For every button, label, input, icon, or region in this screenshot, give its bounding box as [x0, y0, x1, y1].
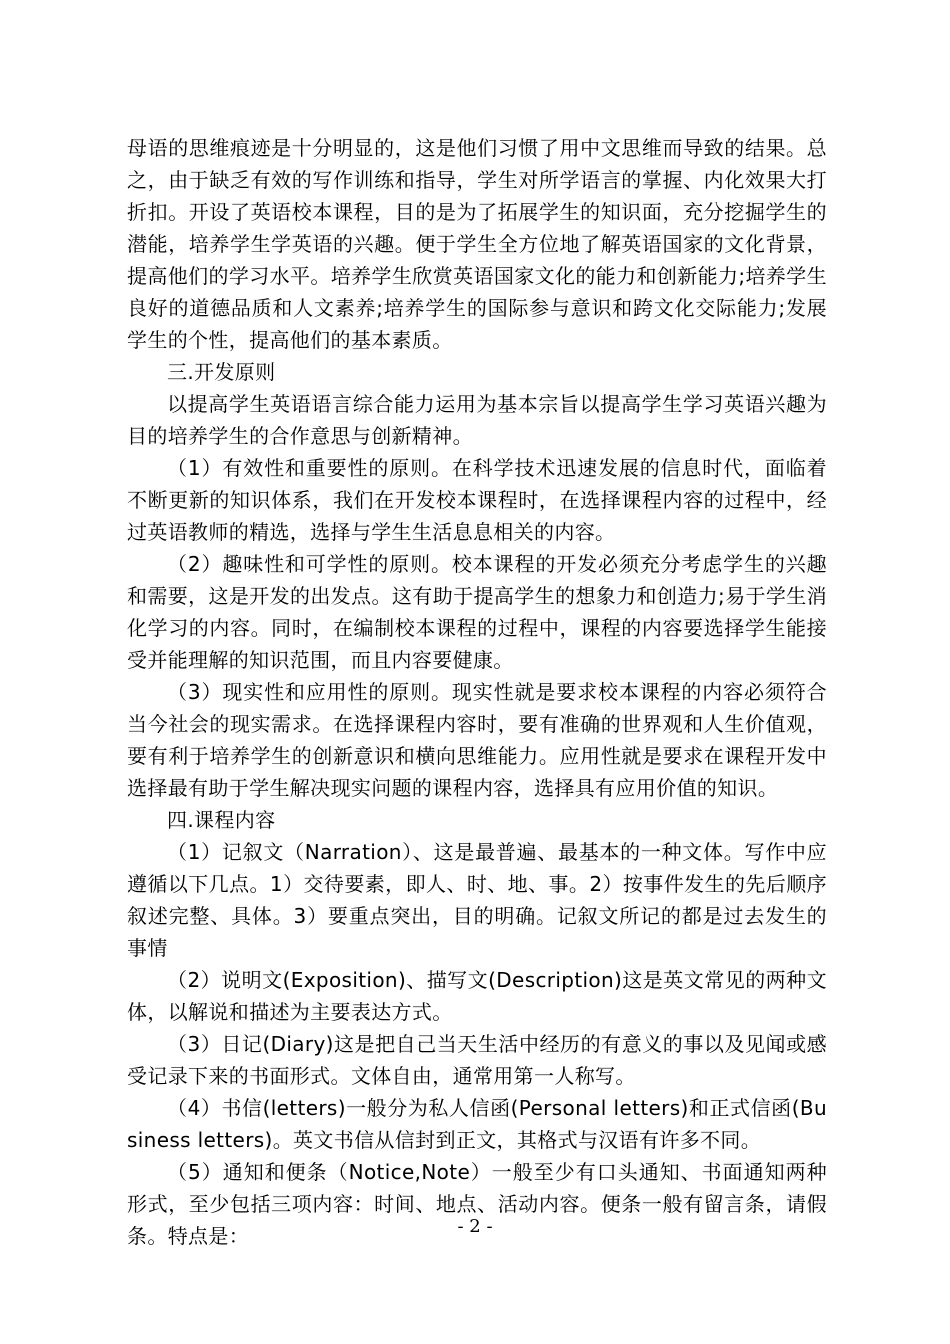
- paragraph-principle-2: （2）趣味性和可学性的原则。校本课程的开发必须充分考虑学生的兴趣和需要，这是开发的出发点。这有助于提高学生的想象力和创造力;易于学生消化学习的内容。同时，在编制校本课程的过程中，课程的内容要选择学生能接受并能理解的知识范围，而且内容要健康。: [127, 552, 827, 672]
- paragraph-content-diary: （3）日记(Diary)这是把自己当天生活中经历的有意义的事以及见闻或感受记录下来的书面形式。文体自由，通常用第一人称写。: [127, 1032, 827, 1088]
- paragraph-content-notice: （5）通知和便条（Notice,Note）一般至少有口头通知、书面通知两种形式，至少包括三项内容：时间、地点、活动内容。便条一般有留言条，请假条。特点是：: [127, 1160, 827, 1248]
- document-body: [127, 132, 827, 1252]
- page-number: - 2 -: [457, 1216, 493, 1237]
- paragraph-purpose: 母语的思维痕迹是十分明显的，这是他们习惯了用中文思维而导致的结果。总之，由于缺乏有效的写作训练和指导，学生对所学语言的掌握、内化效果大打折扣。开设了英语校本课程，目的是为了拓展学生的知识面，充分挖掘学生的潜能，培养学生学英语的兴趣。便于学生全方位地了解英语国家的文化背景，提高他们的学习水平。培养学生欣赏英语国家文化的能力和创新能力;培养学生良好的道德品质和人文素养;培养学生的国际参与意识和跨文化交际能力;发展学生的个性，提高他们的基本素质。: [127, 136, 827, 352]
- paragraph-principle-3: （3）现实性和应用性的原则。现实性就是要求校本课程的内容必须符合当今社会的现实需求。在选择课程内容时，要有准确的世界观和人生价值观，要有利于培养学生的创新意识和横向思维能力。应用性就是要求在课程开发中选择最有助于学生解决现实问题的课程内容，选择具有应用价值的知识。: [127, 680, 827, 800]
- paragraph-principle-1: （1）有效性和重要性的原则。在科学技术迅速发展的信息时代，面临着不断更新的知识体系，我们在开发校本课程时，在选择课程内容的过程中，经过英语教师的精选，选择与学生生活息息相关的内容。: [127, 456, 827, 544]
- paragraph-principles-intro: 以提高学生英语语言综合能力运用为基本宗旨以提高学生学习英语兴趣为目的培养学生的合作意思与创新精神。: [127, 392, 827, 448]
- section-heading-development-principles: 三.开发原则: [167, 360, 276, 384]
- paragraph-content-narration: （1）记叙文（Narration）、这是最普遍、最基本的一种文体。写作中应遵循以下几点。1）交待要素，即人、时、地、事。2）按事件发生的先后顺序叙述完整、具体。3）要重点突出，目的明确。记叙文所记的都是过去发生的事情: [127, 840, 827, 960]
- section-heading-course-content: 四.课程内容: [167, 808, 276, 832]
- paragraph-content-exposition: （2）说明文(Exposition)、描写文(Description)这是英文常见的两种文体，以解说和描述为主要表达方式。: [127, 968, 827, 1024]
- paragraph-content-letters: （4）书信(letters)一般分为私人信函(Personal letters)和正式信函(Business letters)。英文书信从信封到正文，其格式与汉语有许多不同。: [127, 1096, 827, 1152]
